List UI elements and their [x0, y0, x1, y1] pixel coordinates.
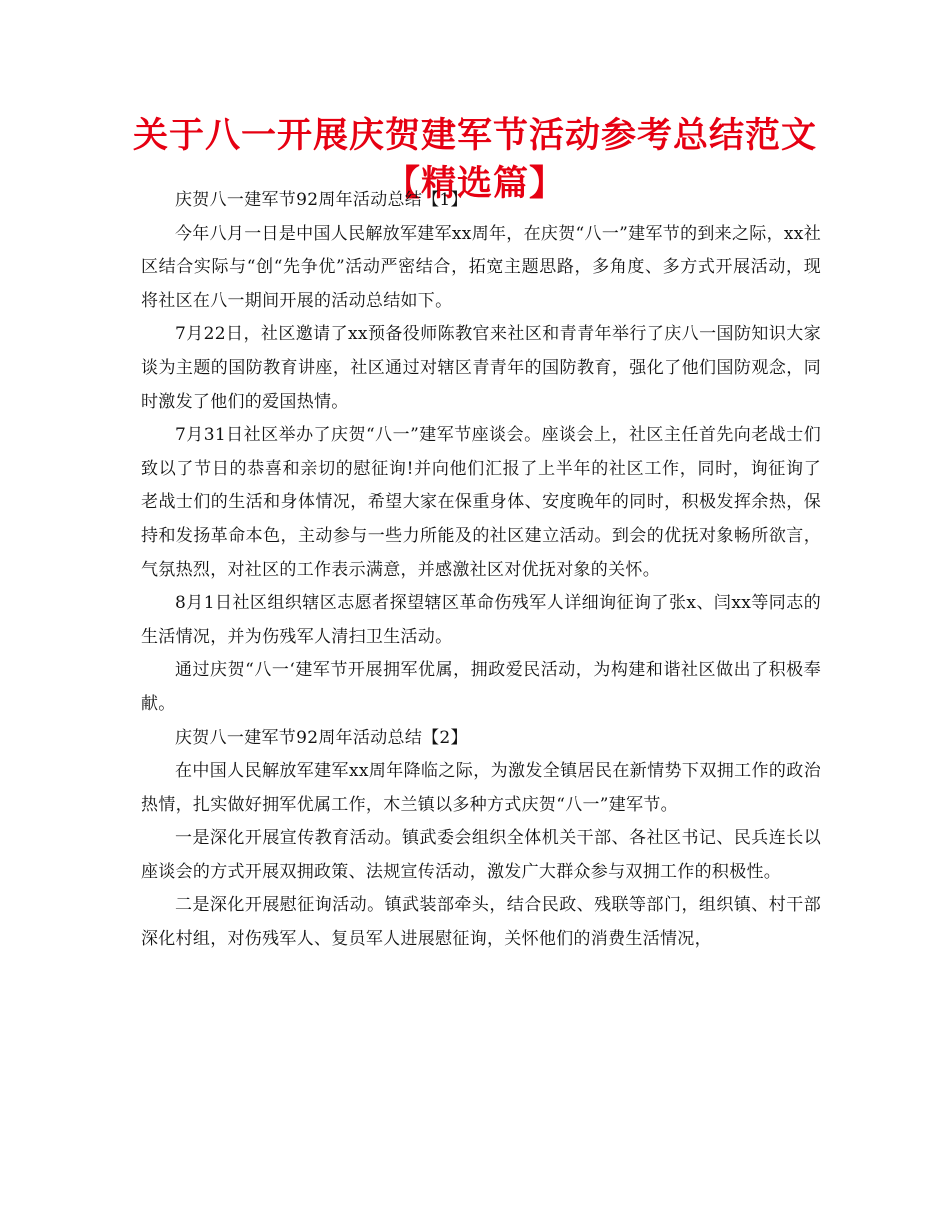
section-heading-2: 庆贺八一建军节92周年活动总结【2】 — [175, 727, 468, 748]
paragraph: 今年八月一日是中国人民解放军建军xx周年，在庆贺“八一”建军节的到来之际，xx社区结合实际与“创“先争优”活动严密结合，拓宽主题思路，多角度、多方式开展活动，现将社区在八一期间开展的活动总结如下。 — [141, 223, 821, 311]
paragraph: 在中国人民解放军建军xx周年降临之际，为激发全镇居民在新情势下双拥工作的政治热情，扎实做好拥军优属工作，木兰镇以多种方式庆贺“八一”建军节。 — [141, 761, 821, 815]
document-title: 关于八一开展庆贺建军节活动参考总结范文【精选篇】 — [132, 116, 817, 204]
paragraph: 7月31日社区举办了庆贺“八一”建军节座谈会。座谈会上，社区主任首先向老战士们致以了节日的恭喜和亲切的慰征询!并向他们汇报了上半年的社区工作，同时，询征询了老战士们的生活和身体情况，希望大家在保重身体、安度晚年的同时，积极发挥余热，保持和发扬革命本色，主动参与一些力所能及的社区建立活动。到会的优抚对象畅所欲言，气氛热烈，对社区的工作表示满意，并感激社区对优抚对象的关怀。 — [141, 425, 821, 580]
paragraph: 一是深化开展宣传教育活动。镇武委会组织全体机关干部、各社区书记、民兵连长以座谈会的方式开展双拥政策、法规宣传活动，激发广大群众参与双拥工作的积极性。 — [141, 828, 821, 882]
paragraph: 二是深化开展慰征询活动。镇武装部牵头，结合民政、残联等部门，组织镇、村干部深化村组，对伤残军人、复员军人进展慰征询，关怀他们的消费生活情况， — [141, 895, 821, 950]
paragraph: 7月22日，社区邀请了xx预备役师陈教官来社区和青青年举行了庆八一国防知识大家谈为主题的国防教育讲座，社区通过对辖区青青年的国防教育，强化了他们国防观念，同时激发了他们的爱国热情。 — [141, 324, 821, 412]
paragraph: 通过庆贺“八一‘建军节开展拥军优属，拥政爱民活动，为构建和谐社区做出了积极奉献。 — [141, 660, 821, 714]
section-heading-1: 庆贺八一建军节92周年活动总结【1】 — [175, 190, 468, 210]
paragraph: 8月1日社区组织辖区志愿者探望辖区革命伤残军人详细询征询了张x、闫xx等同志的生活情况，并为伤残军人清扫卫生活动。 — [141, 593, 821, 647]
document-body — [141, 184, 821, 957]
